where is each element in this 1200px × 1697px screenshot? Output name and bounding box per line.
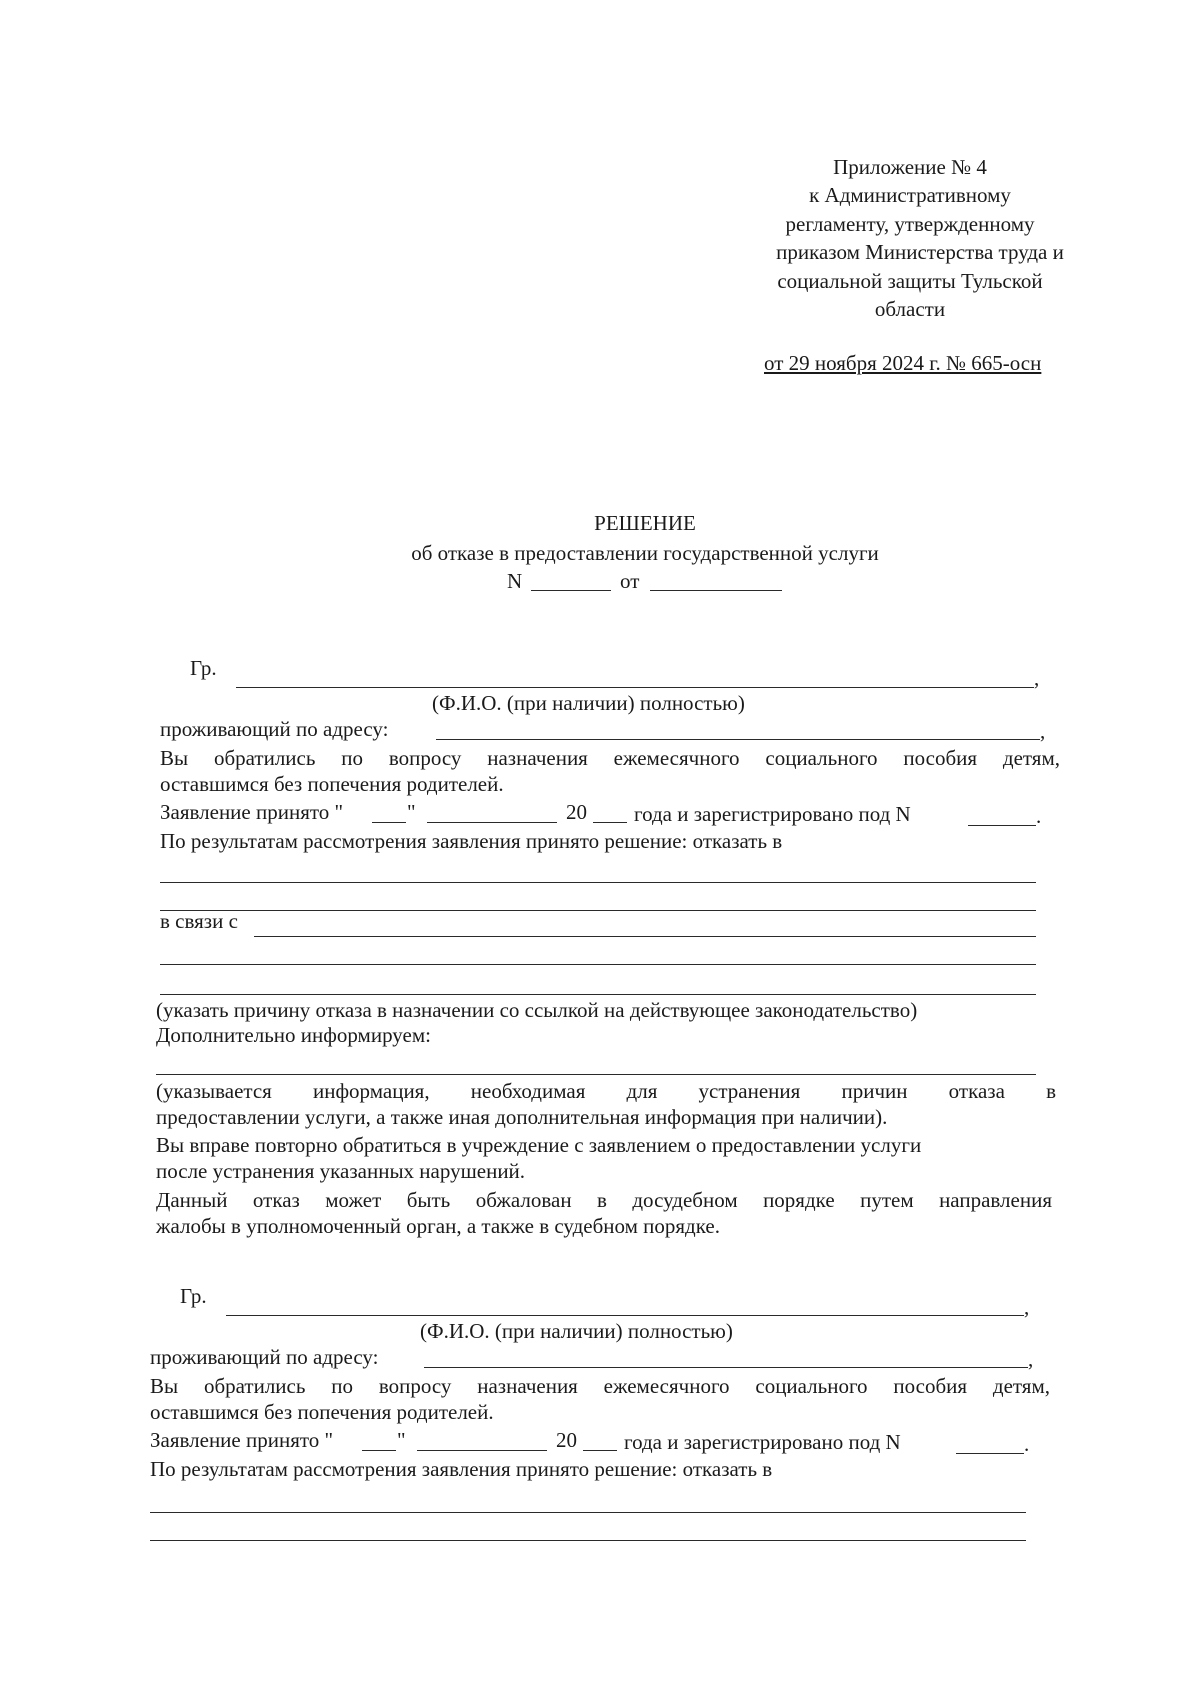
decision-number-blank xyxy=(531,590,611,591)
additional-info-blank xyxy=(156,1074,1036,1075)
period: . xyxy=(1024,1432,1030,1456)
appeal-text-line-1: Вы обратились по вопросу назначения ежемесячного социального пособия детям, xyxy=(150,1374,1050,1398)
additional-info-label: Дополнительно информируем: xyxy=(156,1023,431,1047)
decision-blank-line-1 xyxy=(160,882,1036,883)
appendix-line-1: Приложение № 4 xyxy=(833,155,987,179)
citizen-label: Гр. xyxy=(190,656,217,680)
decision-text: По результатам рассмотрения заявления принято решение: отказать в xyxy=(160,829,783,853)
received-day-blank xyxy=(362,1450,396,1451)
decision-blank-line-1 xyxy=(150,1512,1026,1513)
appendix-line-2: к Административному xyxy=(809,183,1011,207)
received-quote: " xyxy=(397,1428,406,1452)
received-quote: " xyxy=(407,800,416,824)
decision-text: По результатам рассмотрения заявления принято решение: отказать в xyxy=(150,1457,773,1481)
received-suffix: года и зарегистрировано под N xyxy=(624,1430,901,1454)
appendix-line-3: регламенту, утвержденному xyxy=(785,212,1035,236)
registration-number-blank xyxy=(968,825,1036,826)
citizen-name-blank xyxy=(226,1315,1024,1316)
received-prefix: Заявление принято " xyxy=(150,1428,334,1452)
comma: , xyxy=(1028,1347,1034,1371)
reapply-line-2: после устранения указанных нарушений. xyxy=(156,1159,526,1183)
received-year-blank xyxy=(593,822,627,823)
received-year-blank xyxy=(583,1450,617,1451)
received-suffix: года и зарегистрировано под N xyxy=(634,802,911,826)
received-year-prefix: 20 xyxy=(566,800,587,824)
decision-blank-line-2 xyxy=(150,1540,1026,1541)
appendix-line-4: приказом Министерства труда и xyxy=(776,240,1064,264)
received-month-blank xyxy=(427,822,557,823)
reason-label: в связи с xyxy=(160,909,238,933)
appeal-text-line-2: оставшимся без попечения родителей. xyxy=(160,772,504,796)
appendix-line-6: области xyxy=(874,297,946,321)
received-year-prefix: 20 xyxy=(556,1428,577,1452)
appendix-line-5: социальной защиты Тульской xyxy=(777,269,1043,293)
address-label: проживающий по адресу: xyxy=(150,1345,379,1369)
decision-blank-line-2 xyxy=(160,910,1036,911)
appeal-right-line-2: жалобы в уполномоченный орган, а также в судебном порядке. xyxy=(156,1214,720,1238)
decision-date-blank xyxy=(650,590,782,591)
decision-number-label: N xyxy=(507,569,523,593)
appeal-text-line-2: оставшимся без попечения родителей. xyxy=(150,1400,494,1424)
additional-caption-line-2: предоставлении услуги, а также иная дополнительная информация при наличии). xyxy=(156,1105,888,1129)
reapply-line-1: Вы вправе повторно обратиться в учреждение с заявлением о предоставлении услуги xyxy=(156,1133,922,1157)
received-day-blank xyxy=(372,822,406,823)
citizen-name-blank xyxy=(236,687,1034,688)
reason-blank-line-3 xyxy=(160,994,1036,995)
address-blank xyxy=(436,739,1040,740)
decision-date-label: от xyxy=(620,569,640,593)
registration-number-blank xyxy=(956,1453,1024,1454)
appeal-right-line-1: Данный отказ может быть обжалован в досудебном порядке путем направления xyxy=(156,1188,1052,1212)
comma: , xyxy=(1040,719,1046,743)
fio-caption: (Ф.И.О. (при наличии) полностью) xyxy=(432,691,745,715)
address-label: проживающий по адресу: xyxy=(160,717,389,741)
fio-caption: (Ф.И.О. (при наличии) полностью) xyxy=(420,1319,733,1343)
additional-caption-line-1: (указывается информация, необходимая для устранения причин отказа в xyxy=(156,1079,1056,1103)
appeal-text-line-1: Вы обратились по вопросу назначения ежемесячного социального пособия детям, xyxy=(160,746,1060,770)
received-prefix: Заявление принято " xyxy=(160,800,344,824)
address-blank xyxy=(424,1367,1028,1368)
document-subtitle: об отказе в предоставлении государственной услуги xyxy=(411,541,879,565)
reason-blank-line-2 xyxy=(160,964,1036,965)
document-title: РЕШЕНИЕ xyxy=(594,511,696,535)
received-month-blank xyxy=(417,1450,547,1451)
comma: , xyxy=(1034,666,1040,690)
order-reference: от 29 ноября 2024 г. № 665-осн xyxy=(764,351,1042,375)
citizen-label: Гр. xyxy=(180,1284,207,1308)
comma: , xyxy=(1024,1295,1030,1319)
reason-blank-line-1 xyxy=(254,936,1036,937)
reason-caption: (указать причину отказа в назначении со ссылкой на действующее законодательство) xyxy=(156,998,918,1022)
period: . xyxy=(1036,804,1042,828)
